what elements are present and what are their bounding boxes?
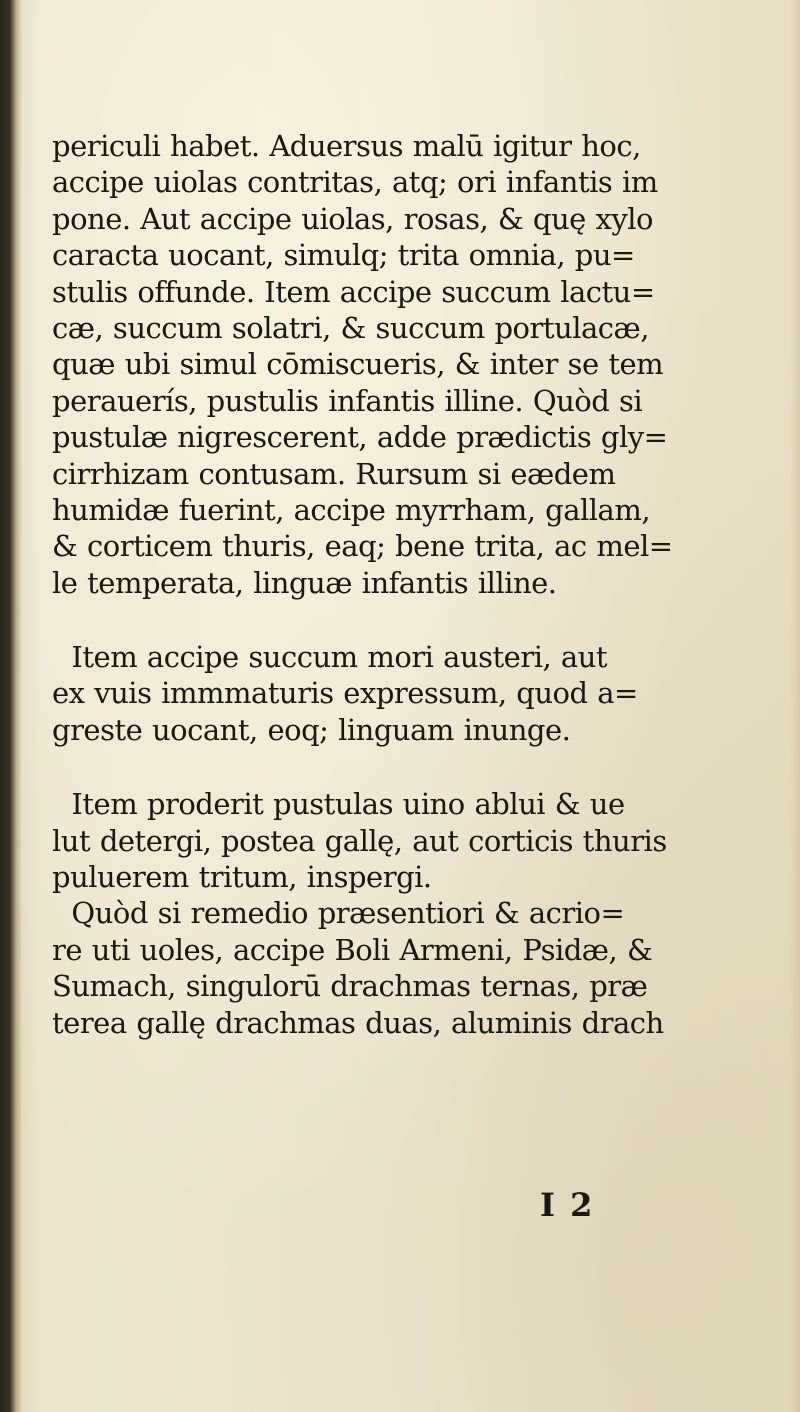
- text-line: Item proderit pustulas uino ablui & ue: [52, 787, 625, 822]
- signature-mark: I 2: [540, 1186, 595, 1224]
- paragraph-3: [52, 786, 720, 1041]
- text-line: re uti uoles, accipe Boli Armeni, Psidæ, &: [52, 932, 653, 967]
- text-line: ex vuis immmaturis expressum, quod a=: [52, 676, 638, 711]
- text-line: puluerem tritum, inspergi.: [52, 860, 432, 895]
- text-line: cæ, succum solatri, & succum portulacæ,: [52, 310, 649, 345]
- text-line: pustulæ nigrescerent, adde prædictis gly=: [52, 420, 668, 455]
- paragraph-1: [52, 128, 720, 601]
- paragraph-spacer: [52, 748, 720, 786]
- paragraph-2: [52, 639, 720, 748]
- binding-gutter: [0, 0, 22, 1412]
- text-line: stulis offunde. Item accipe succum lactu=: [52, 274, 655, 309]
- text-line: le temperata, linguæ infantis illine.: [52, 565, 557, 600]
- text-line: Item accipe succum mori austeri, aut: [52, 640, 608, 675]
- text-line: cirrhizam contusam. Rursum si eædem: [52, 456, 616, 491]
- text-line: greste uocant, eoq; linguam inunge.: [52, 712, 571, 747]
- paragraph-spacer: [52, 601, 720, 639]
- text-line: Sumach, singulorū drachmas ternas, præ: [52, 969, 648, 1004]
- text-line: humidæ fuerint, accipe myrrham, gallam,: [52, 492, 651, 527]
- text-line: accipe uiolas contritas, atq; ori infantis im: [52, 165, 658, 200]
- page-text: [52, 128, 720, 1041]
- text-line: lut detergi, postea gallę, aut corticis thuris: [52, 823, 667, 858]
- text-line: terea gallę drachmas duas, aluminis drach: [52, 1005, 664, 1040]
- text-line: perauerís, pustulis infantis illine. Quòd si: [52, 383, 643, 418]
- text-line: quæ ubi simul cōmiscueris, & inter se tem: [52, 347, 664, 382]
- text-line: periculi habet. Aduersus malū igitur hoc,: [52, 129, 641, 163]
- text-line: Quòd si remedio præsentiori & acrio=: [52, 896, 625, 931]
- text-line: & corticem thuris, eaq; bene trita, ac mel=: [52, 529, 673, 564]
- text-line: caracta uocant, simulq; trita omnia, pu=: [52, 238, 635, 273]
- text-line: pone. Aut accipe uiolas, rosas, & quę xylo: [52, 201, 654, 236]
